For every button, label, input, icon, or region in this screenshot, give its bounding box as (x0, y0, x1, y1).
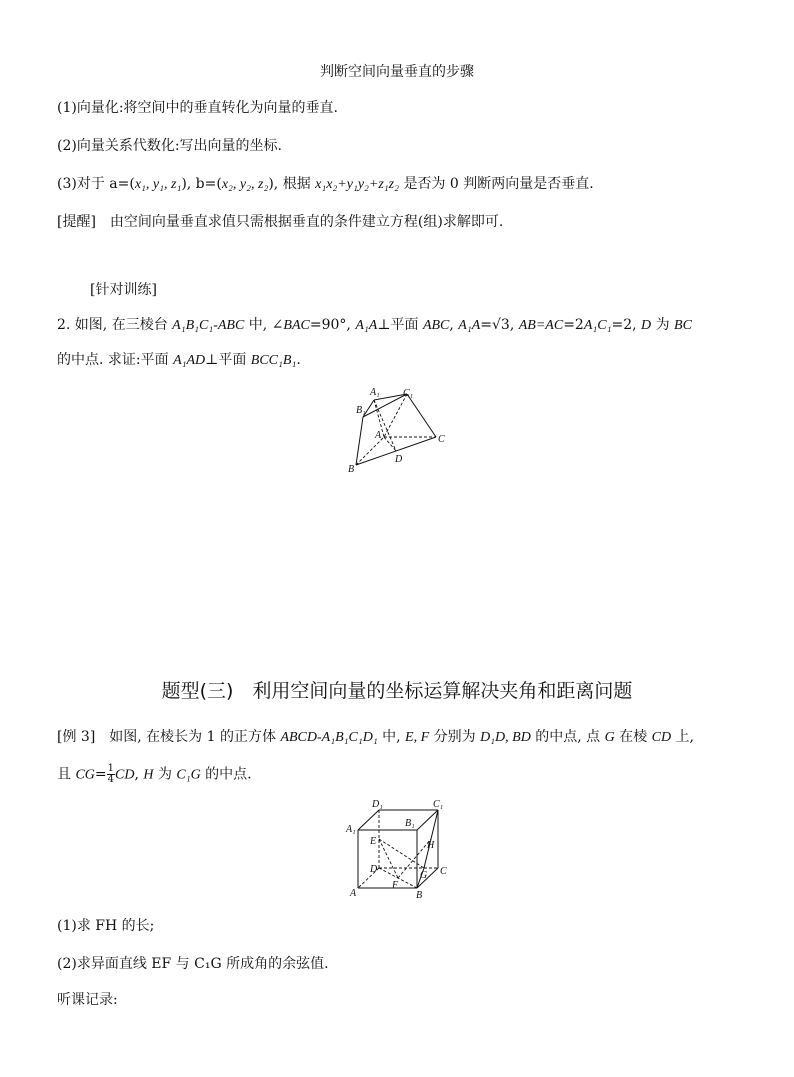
label-a1: A₁ (370, 387, 380, 398)
section-title: 判断空间向量垂直的步骤 (320, 64, 474, 80)
lecture-notes-label: 听课记录: (57, 992, 118, 1008)
frustum-figure (340, 380, 460, 480)
label-a: A (375, 430, 382, 441)
label-g: G (420, 870, 428, 881)
label-c-cube: C (440, 866, 447, 877)
label-d1: D₁ (372, 799, 383, 810)
label-b-cube: B (416, 890, 423, 901)
label-c: C (438, 434, 445, 445)
label-d: D (395, 454, 403, 465)
label-a-cube: A (350, 888, 357, 899)
label-a1-cube: A₁ (346, 824, 356, 835)
label-d-cube: D (370, 864, 378, 875)
step-3: (3)对于 a=(x₁, y₁, z₁), b=(x₂, y₂, z₂), 根据 x₁x₂+y₁y₂+z₁z₂ 是否为 0 判断两向量是否垂直. (57, 176, 594, 192)
cube-figure (340, 796, 460, 906)
example-3-line-1: [例 3] 如图, 在棱长为 1 的正方体 ABCD-A₁B₁C₁D₁ 中, E, F 分别为 D₁D, BD 的中点, 点 G 在棱 CD 上, (57, 729, 695, 745)
fraction-one-quarter: $\frac{1}{4}$ (107, 763, 115, 785)
label-b1: B₁ (356, 405, 366, 416)
label-f: F (392, 880, 399, 891)
section-heading: 题型(三) 利用空间向量的坐标运算解决夹角和距离问题 (161, 680, 633, 702)
question-2: (2)求异面直线 EF 与 C₁G 所成角的余弦值. (57, 956, 329, 972)
question-1: (1)求 FH 的长; (57, 918, 155, 934)
label-e: E (370, 836, 377, 847)
label-b: B (348, 464, 355, 475)
step-2: (2)向量关系代数化:写出向量的坐标. (57, 138, 282, 154)
reminder: [提醒] 由空间向量垂直求值只需根据垂直的条件建立方程(组)求解即可. (57, 214, 504, 230)
question-2-line-1: 2. 如图, 在三棱台 A₁B₁C₁-ABC 中, ∠BAC=90°, A₁A⊥平面 ABC, A₁A=√3, AB=AC=2A₁C₁=2, D 为 BC (57, 317, 692, 333)
example-3-line-2: 且 CG= $\frac{1}{4}$ CD, H 为 C₁G 的中点. (57, 763, 252, 785)
label-b1-cube: B₁ (405, 818, 415, 829)
question-2-line-2: 的中点. 求证:平面 A₁AD⊥平面 BCC₁B₁. (57, 352, 301, 368)
step-1: (1)向量化:将空间中的垂直转化为向量的垂直. (57, 100, 338, 116)
label-c1: C₁ (403, 388, 414, 399)
label-h: H (427, 840, 435, 851)
label-c1-cube: C₁ (433, 799, 444, 810)
training-label: [针对训练] (90, 282, 157, 298)
